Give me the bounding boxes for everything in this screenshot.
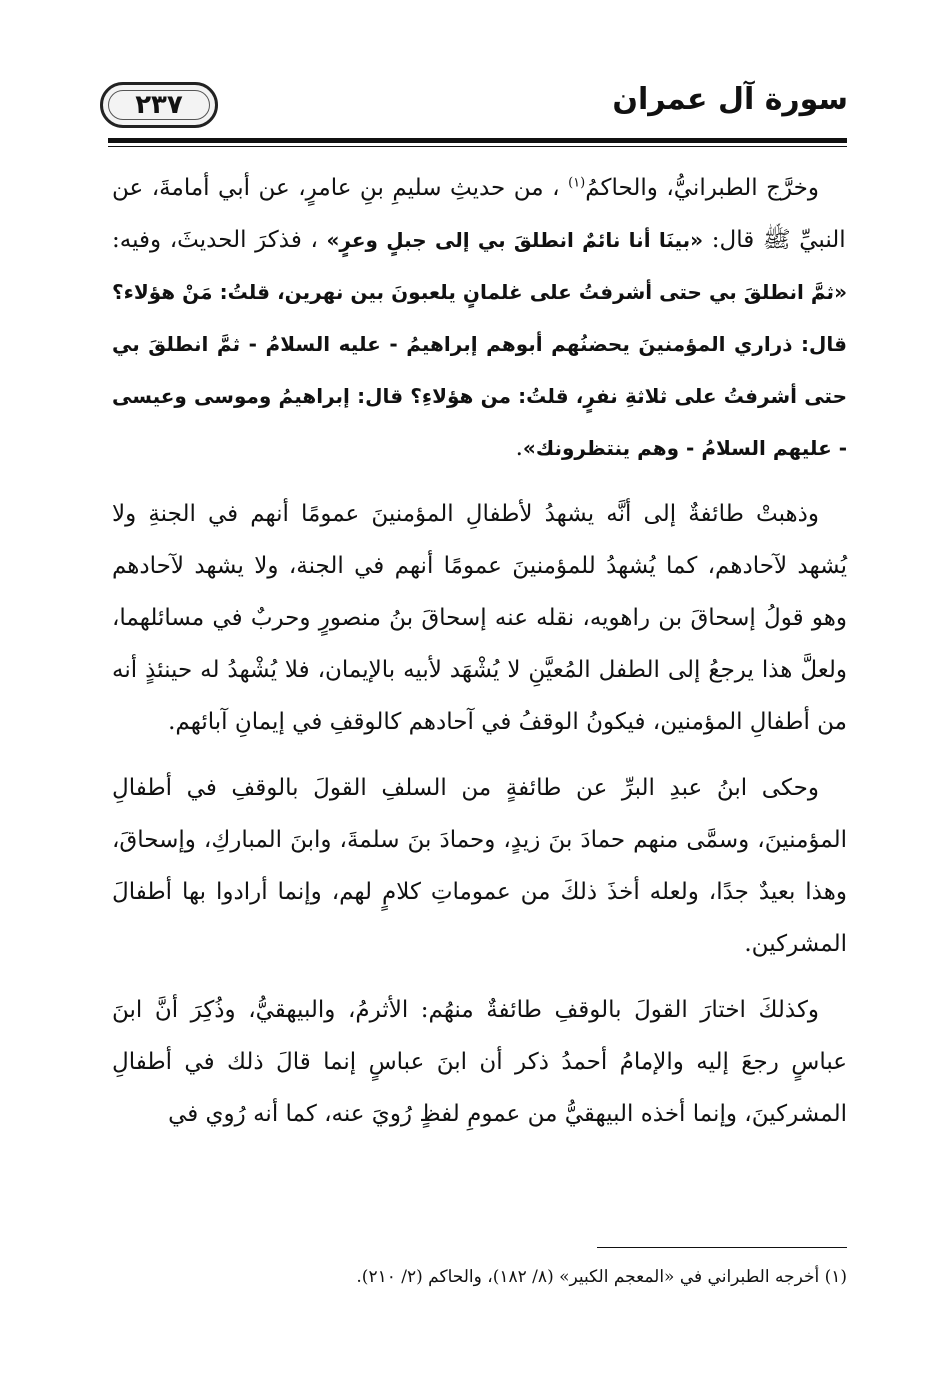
page-number: ٢٣٧: [135, 90, 183, 120]
footnote-divider: [597, 1247, 847, 1248]
page-number-badge: [100, 82, 218, 128]
p1-text-d: ، فذكرَ الحديثَ، وفيه:: [112, 227, 318, 253]
paragraph-1: [112, 162, 847, 474]
sura-title: سورة آل عمران: [612, 82, 848, 117]
page-header: [100, 80, 848, 136]
hadith-quote-2: «ثمَّ انطلقَ بي حتى أشرفتُ على غلمانٍ يلعبونَ بين نهرين، قلتُ: مَنْ هؤلاء؟ قال: ذراري المؤمنينَ يحضنُهم أبوهم إبراهيمُ - عليه السلامُ - ثمَّ انطلقَ بي حتى أشرفتُ على ثلاثةِ نفرٍ، قلتُ: من هؤلاءِ؟ قال: إبراهيمُ وموسى وعيسى - عليهم السلامُ - وهم ينتظرونك»: [112, 280, 847, 460]
paragraph-4: وكذلكَ اختارَ القولَ بالوقفِ طائفةٌ منهُم: الأثرمُ، والبيهقيُّ، وذُكِرَ أنَّ ابنَ عباسٍ رجعَ إليه والإمامُ أحمدُ ذكر أن ابنَ عباسٍ إنما قالَ ذلك في أطفالِ المشركينَ، وإنما أخذه البيهقيُّ من عمومِ لفظٍ رُويَ عنه، كما أنه رُوي في: [112, 997, 847, 1127]
header-rule-thick: [108, 138, 847, 143]
p1-text-a: وخرَّج الطبرانيُّ، والحاكمُ: [585, 175, 819, 201]
p1-text-f: .: [515, 435, 523, 461]
footnote-ref: (١): [568, 175, 586, 191]
footnote: (١) أخرجه الطبراني في «المعجم الكبير» (٨/ ١٨٢)، والحاكم (٢/ ٢١٠).: [356, 1267, 847, 1287]
paragraph-3: وحكى ابنُ عبدِ البرِّ عن طائفةٍ من السلفِ القولَ بالوقفِ في أطفالِ المؤمنينَ، وسمَّى منهم حمادَ بنَ زيدٍ، وحمادَ بنَ سلمةَ، وابنَ المباركِ، وإسحاقَ، وهذا بعيدٌ جدًا، ولعله أخذَ ذلكَ من عموماتِ كلامٍ لهم، وإنما أرادوا بها أطفالَ المشركين.: [112, 775, 847, 957]
main-text: [112, 162, 847, 1154]
hadith-quote-1: «بينَا أنا نائمٌ انطلقَ بي إلى جبلٍ وعرٍ»: [326, 228, 704, 252]
paragraph-2: وذهبتْ طائفةٌ إلى أنَّه يشهدُ لأطفالِ المؤمنينَ عمومًا أنهم في الجنةِ ولا يُشهد لآحادهم، كما يُشهدُ للمؤمنينَ عمومًا أنهم في الجنة، ولا يشهد لآحادهم وهو قولُ إسحاقَ بن راهويه، نقله عنه إسحاقَ بنُ منصورٍ وحربٌ في مسائلهما، ولعلَّ هذا يرجعُ إلى الطفل المُعيَّنِ لا يُشْهَد لأبيه بالإيمان، فلا يُشْهدُ له حينئذٍ أنه من أطفالِ المؤمنين، فيكونُ الوقفُ في آحادهم كالوقفِ في إيمانِ آبائهم.: [112, 501, 847, 735]
header-rule-thin: [108, 146, 847, 147]
p1-text-b: ، من حديثِ سليمِ بنِ عامرٍ، عن أبي أمامةَ، عن النبيِّ ﷺ قال:: [112, 175, 846, 253]
